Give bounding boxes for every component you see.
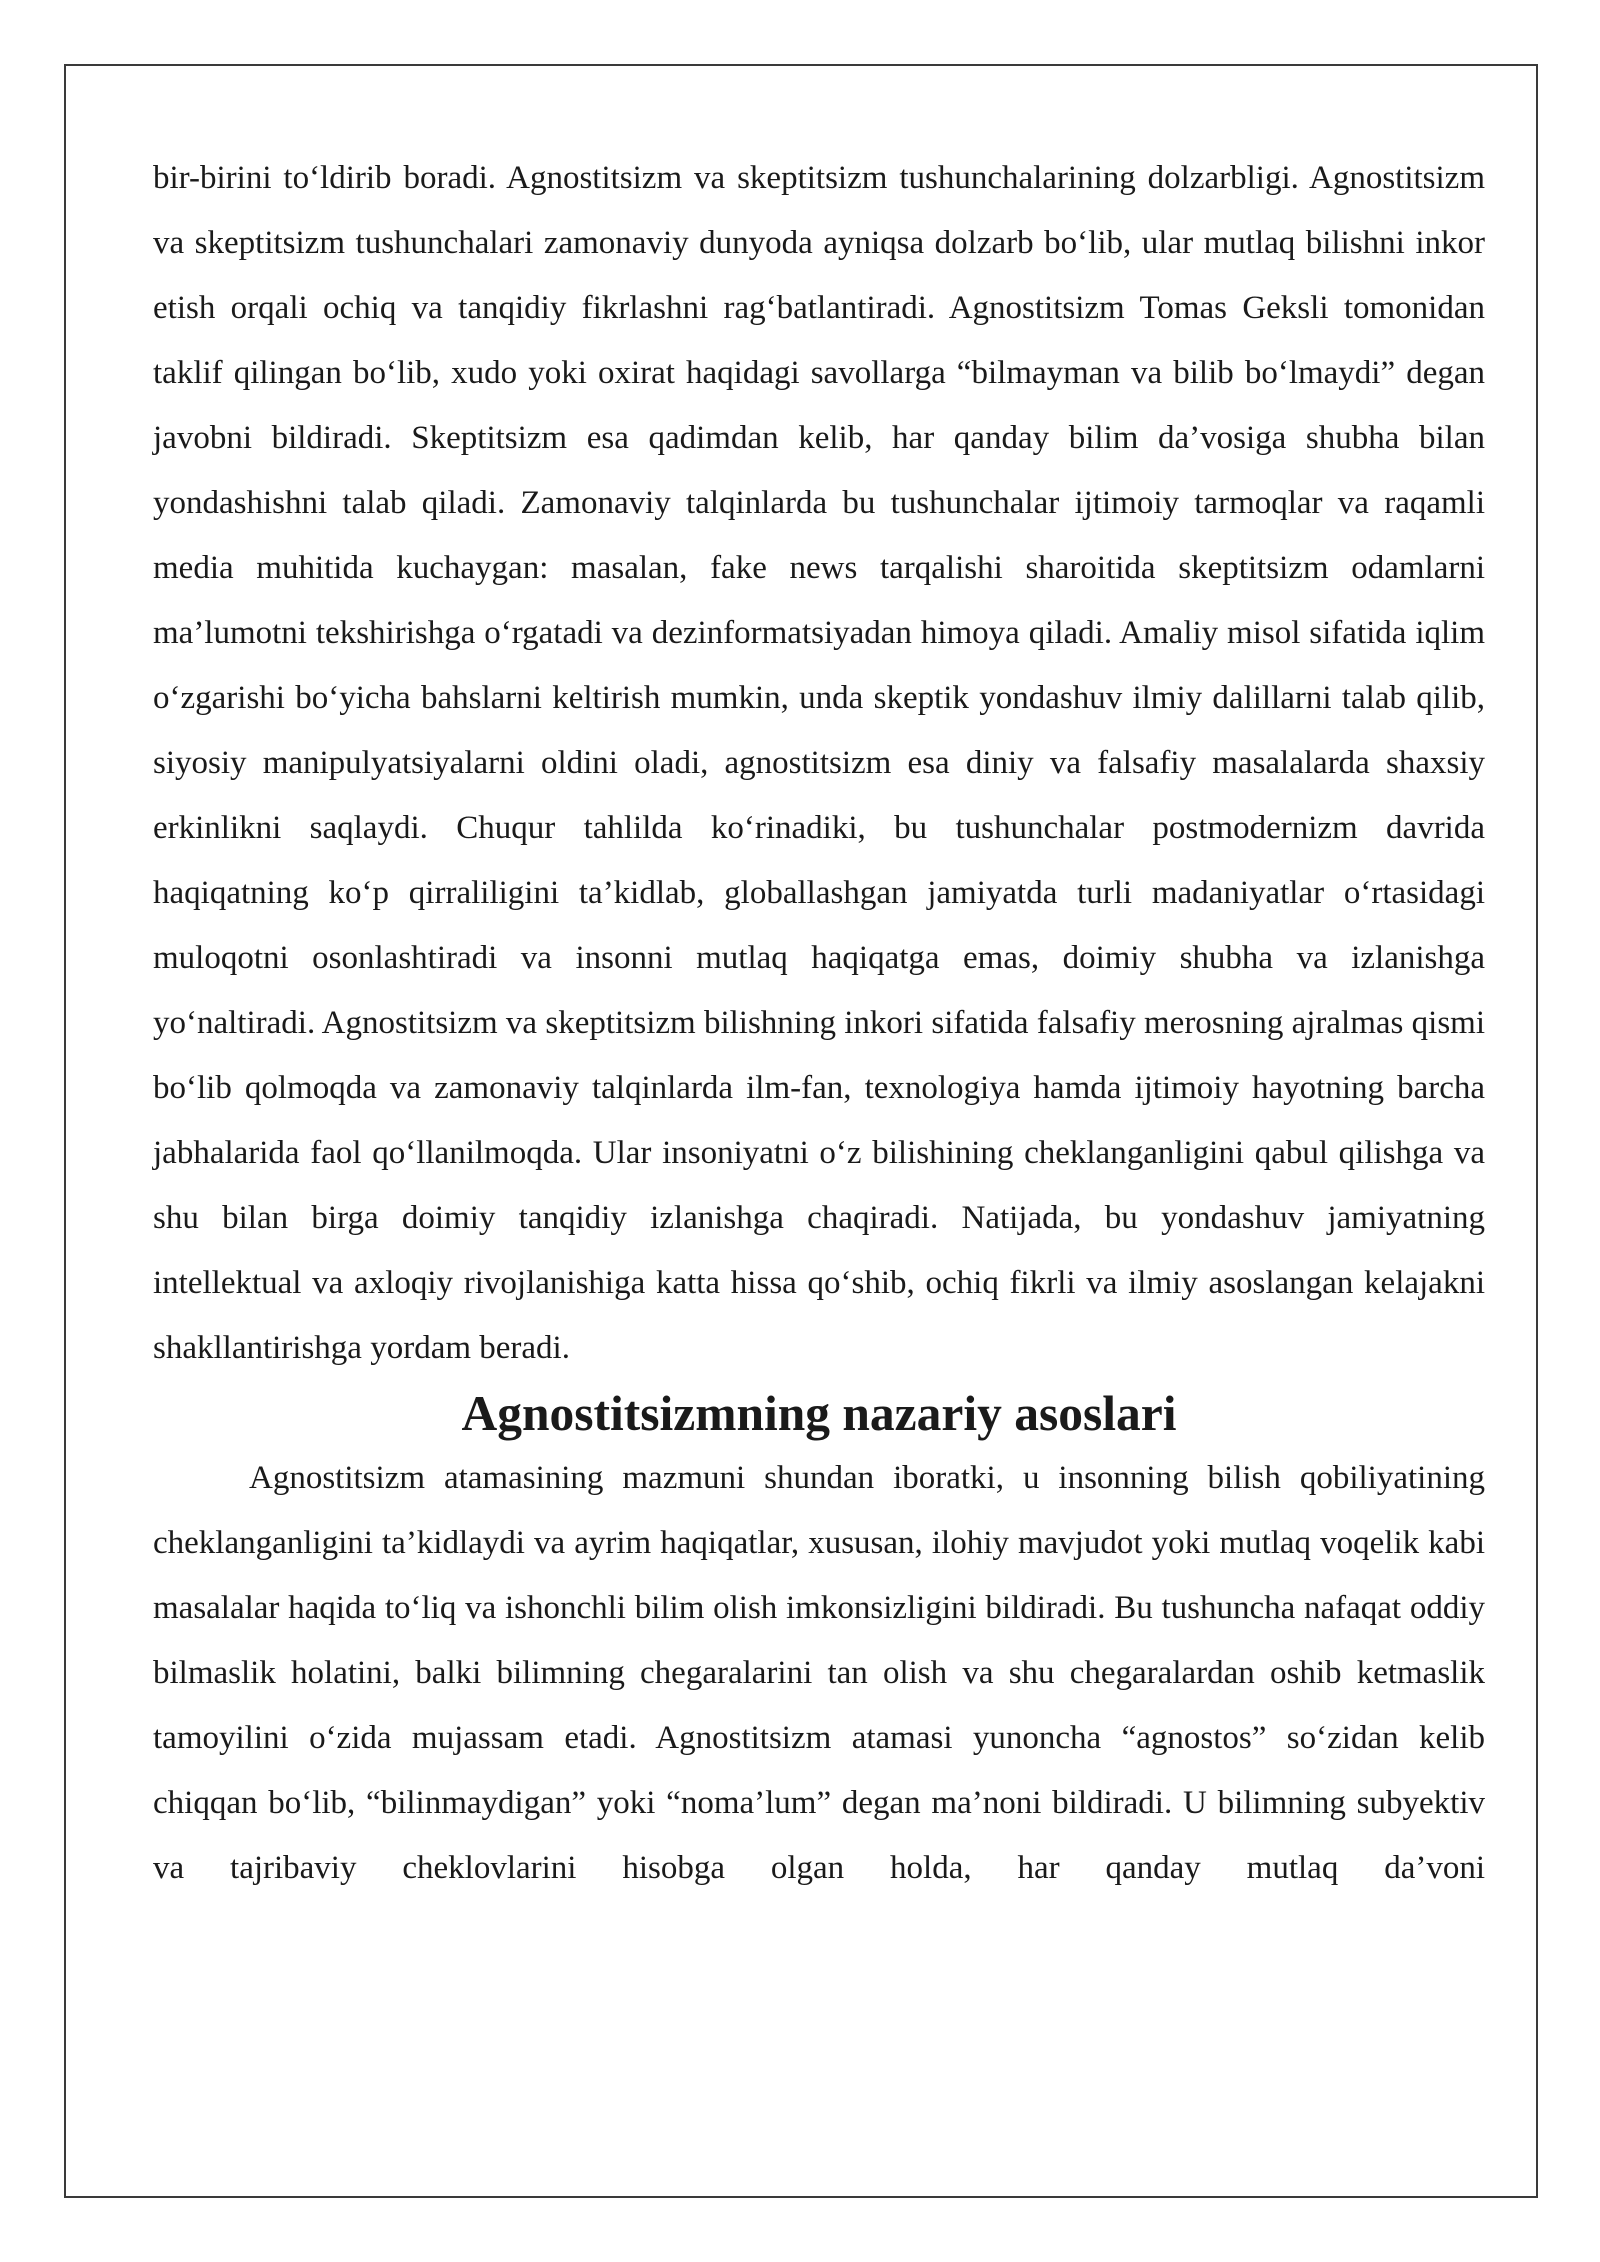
body-paragraph: bir-birini to‘ldirib boradi. Agnostitsizm va skeptitsizm tushunchalarining dolzarbligi. Agnostitsizm va skeptitsizm tushunchalari zamonaviy dunyoda ayniqsa dolzarb bo‘lib, ular mutlaq bilishni inkor etish orqali ochiq va tanqidiy fikrlashni rag‘batlantiradi. Agnostitsizm Tomas Geksli tomonidan taklif qilingan bo‘lib, xudo yoki oxirat haqidagi savollarga “bilmayman va bilib bo‘lmaydi” degan javobni bildiradi. Skeptitsizm esa qadimdan kelib, har qanday bilim da’vosiga shubha bilan yondashishni talab qiladi. Zamonaviy talqinlarda bu tushunchalar ijtimoiy tarmoqlar va raqamli media muhitida kuchaygan: masalan, fake news tarqalishi sharoitida skeptitsizm odamlarni ma’lumotni tekshirishga o‘rgatadi va dezinformatsiyadan himoya qiladi. Amaliy misol sifatida iqlim o‘zgarishi bo‘yicha bahslarni keltirish mumkin, unda skeptik yondashuv ilmiy dalillarni talab qilib, siyosiy manipulyatsiyalarni oldini oladi, agnostitsizm esa diniy va falsafiy masalalarda shaxsiy erkinlikni saqlaydi. Chuqur tahlilda ko‘rinadiki, bu tushunchalar postmodernizm davrida haqiqatning ko‘p qirraliligini ta’kidlab, globallashgan jamiyatda turli madaniyatlar o‘rtasidagi muloqotni osonlashtiradi va insonni mutlaq haqiqatga emas, doimiy shubha va izlanishga yo‘naltiradi. Agnostitsizm va skeptitsizm bilishning inkori sifatida falsafiy merosning ajralmas qismi bo‘lib qolmoqda va zamonaviy talqinlarda ilm-fan, texnologiya hamda ijtimoiy hayotning barcha jabhalarida faol qo‘llanilmoqda. Ular insoniyatni o‘z bilishining cheklanganligini qabul qilishga va shu bilan birga doimiy tanqidiy izlanishga chaqiradi. Natijada, bu yondashuv jamiyatning intellektual va axloqiy rivojlanishiga katta hissa qo‘shib, ochiq fikrli va ilmiy asoslangan kelajakni shakllantirishga yordam beradi. — [153, 160, 1485, 1366]
body-paragraph: Agnostitsizm atamasining mazmuni shundan iboratki, u insonning bilish qobiliyatining cheklanganligini ta’kidlaydi va ayrim haqiqatlar, xususan, ilohiy mavjudot yoki mutlaq voqelik kabi masalalar haqida to‘liq va ishonchli bilim olish imkonsizligini bildiradi. Bu tushuncha nafaqat oddiy bilmaslik holatini, balki bilimning chegaralarini tan olish va shu chegaralardan oshib ketmaslik tamoyilini o‘zida mujassam etadi. Agnostitsizm atamasi yunoncha “agnostos” so‘zidan kelib chiqqan bo‘lib, “bilinmaydigan” yoki “noma’lum” degan ma’noni bildiradi. U bilimning subyektiv va tajribaviy cheklovlarini hisobga olgan holda, har qanday mutlaq da’voni — [153, 1460, 1485, 1886]
section-heading: Agnostitsizmning nazariy asoslari — [461, 1386, 1177, 1441]
document-body — [153, 146, 1485, 1901]
